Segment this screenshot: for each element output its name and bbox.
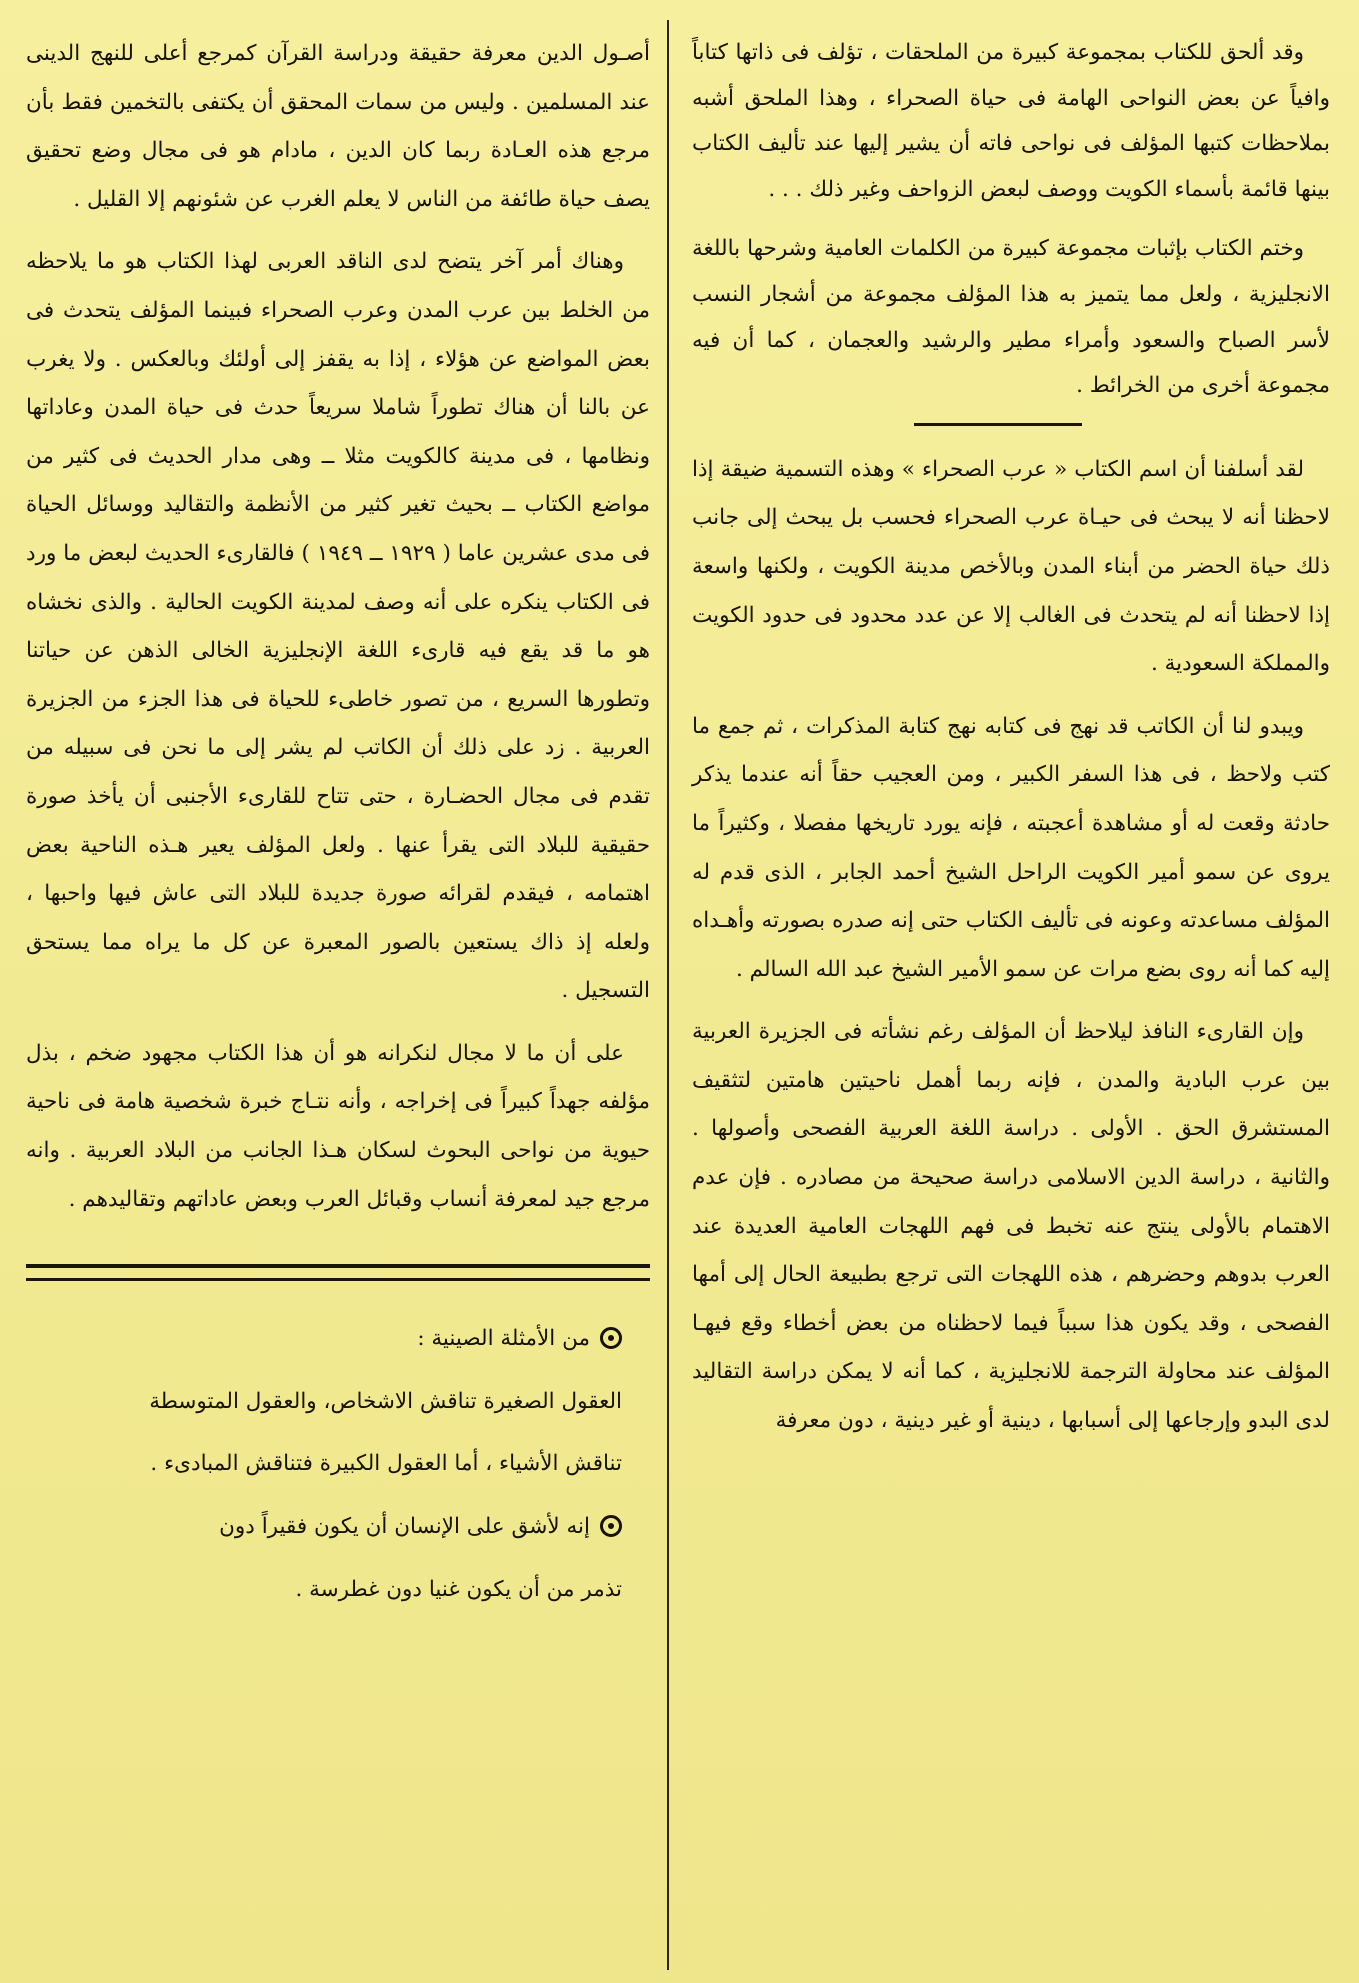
section-divider [914, 423, 1082, 426]
paragraph: لقد أسلفنا أن اسم الكتاب « عرب الصحراء » وهذه التسمية ضيقة إذا لاحظنا أنه لا يبحث فى حيـاة عرب الصحراء فحسب بل يبحث إلى جانب ذلك حياة الحضر من أبناء المدن وبالأخص مدينة الكويت ، ولكنها واسعة إذا لاحظنا أنه لم يتحدث فى الغالب إلا عن عدد محدود فى حدود الكويت والمملكة السعودية . [692, 456, 1330, 677]
paragraph: وقد ألحق للكتاب بمجموعة كبيرة من الملحقات ، تؤلف فى ذاتها كتاباً وافياً عن بعض النواحى الهامة فى حياة الصحراء ، وهذا الملحق أشبه بملاحظات كتبها المؤلف فى نواحى فاته أن يشير إليها عند تأليف الكتاب بينها قائمة بأسماء الكويت ووصف لبعض الزواحف وغير ذلك . . . [692, 40, 1330, 202]
paragraph: على أن ما لا مجال لنكرانه هو أن هذا الكتاب مجهود ضخم ، بذل مؤلفه جهداً كبيراً فى إخراجه ، وأنه نتـاج خبرة شخصية هامة فى ناحية حيوية من نواحى البحوث لسكان هـذا الجانب من البلاد العربية . وانه مرجع جيد لمعرفة أنساب وقبائل العرب وبعض عاداتهم وتقاليدهم . [26, 1040, 650, 1212]
right-column [692, 30, 1330, 1460]
quotes-box [26, 1315, 650, 1614]
left-column [26, 30, 650, 1628]
paragraph: وختم الكتاب بإثبات مجموعة كبيرة من الكلمات العامية وشرحها باللغة الانجليزية ، ولعل مما يتميز به هذا المؤلف مجموعة من أشجار النسب لأسر الصباح والسعود وأمراء مطير والرشيد والعجمان ، كما أن فيه مجموعة أخرى من الخرائط . [692, 236, 1330, 399]
quotes-heading [26, 1315, 648, 1364]
paragraph: وإن القارىء النافذ ليلاحظ أن المؤلف رغم نشأته فى الجزيرة العربية بين عرب البادية والمدن ، فإنه ربما أهمل ناحيتين هامتين لتثقيف المستشرق الحق . الأولى . دراسة اللغة العربية الفصحى وأصولها . والثانية ، دراسة الدين الاسلامى دراسة صحيحة من مصادره . فإن عدم الاهتمام بالأولى ينتج عنه تخبط فى فهم اللهجات العامية العديدة عند العرب بدوهم وحضرهم ، هذه اللهجات التى ترجع بطبيعة الحال إلى أمها الفصحى ، وقد يكون هذا سبباً فيما لاحظناه من بعض أخطاء وقع فيهـا المؤلف عند محاولة الترجمة للانجليزية ، كما أنه لا يمكن دراسة التقاليد لدى البدو وإرجاعها إلى أسبابها ، دينية أو غير دينية ، دون معرفة [692, 1019, 1330, 1434]
double-rule-divider [26, 1264, 650, 1281]
bullet-ring-icon [600, 1515, 622, 1537]
bullet-ring-icon [600, 1327, 622, 1349]
paragraph: أصـول الدين معرفة حقيقة ودراسة القرآن كمرجع أعلى للنهج الدينى عند المسلمين . وليس من سمات المحقق أن يكتفى بالتخمين فقط بأن مرجع هذه العـادة ربما كان الدين ، مادام هو فى مجال وضع تحقيق يصف حياة طائفة من الناس لا يعلم الغرب عن شئونهم إلا القليل . [26, 41, 650, 212]
quote-line: تذمر من أن يكون غنيا دون غطرسة . [295, 1576, 622, 1602]
quote-line: العقول الصغيرة تناقش الاشخاص، والعقول المتوسطة [149, 1388, 622, 1414]
quote-line: تناقش الأشياء ، أما العقول الكبيرة فتناقش المبادىء . [150, 1451, 622, 1477]
quote-text: إنه لأشق على الإنسان أن يكون فقيراً دون [219, 1514, 590, 1540]
paragraph: وهناك أمر آخر يتضح لدى الناقد العربى لهذا الكتاب هو ما يلاحظه من الخلط بين عرب المدن وعرب الصحراء فبينما المؤلف يتحدث فى بعض المواضع عن هؤلاء ، إذا به يقفز إلى أولئك وبالعكس . ولا يغرب عن بالنا أن هناك تطوراً شاملا سريعاً حدث فى حياة المدن وعاداتها ونظامها ، فى مدينة كالكويت مثلا ــ وهى مدار الحديث فى كثير من مواضع الكتاب ــ بحيث تغير كثير من الأنظمة والتقاليد ووسائل الحياة فى مدى عشرين عاما ( ١٩٢٩ ــ ١٩٤٩ ) فالقارىء الحديث لبعض ما ورد فى الكتاب ينكره على أنه وصف لمدينة الكويت الحالية . والذى نخشاه هو ما قد يقع فيه قارىء اللغة الإنجليزية الخالى الذهن عن حياتنا وتطورها السريع ، من تصور خاطىء للحياة فى هذا الجزء من الجزيرة العربية . زد على ذلك أن الكاتب لم يشر إلى ما نحن فى سبيله من تقدم فى مجال الحضـارة ، حتى تتاح للقارىء الأجنبى أن يأخذ صورة حقيقية للبلاد التى يقرأ عنها . ولعل المؤلف يعير هـذه الناحية بعض اهتمامه ، فيقدم لقرائه صورة جديدة للبلاد التى عاش فيها واحبها ، ولعله إذ ذاك يستعين بالصور المعبرة عن كل ما يراه مما يستحق التسجيل . [26, 249, 650, 1004]
quote-line [26, 1503, 648, 1552]
quotes-heading-text: من الأمثلة الصينية : [417, 1326, 590, 1352]
column-rule [667, 20, 669, 1970]
paragraph: ويبدو لنا أن الكاتب قد نهج فى كتابه نهج كتابة المذكرات ، ثم جمع ما كتب ولاحظ ، فى هذا السفر الكبير ، ومن العجيب حقاً أنه عندما يذكر حادثة وقعت له أو مشاهدة أعجبته ، فإنه يورد تاريخها مفصلا ، وكثيراً ما يروى عن سمو أمير الكويت الراحل الشيخ أحمد الجابر ، الذى قدم له المؤلف مساعدته وعونه فى تأليف الكتاب حتى إنه صدره بصورته وأهـداه إليه كما أنه روى بضع مرات عن سمو الأمير الشيخ عبد الله السالم . [692, 713, 1330, 982]
